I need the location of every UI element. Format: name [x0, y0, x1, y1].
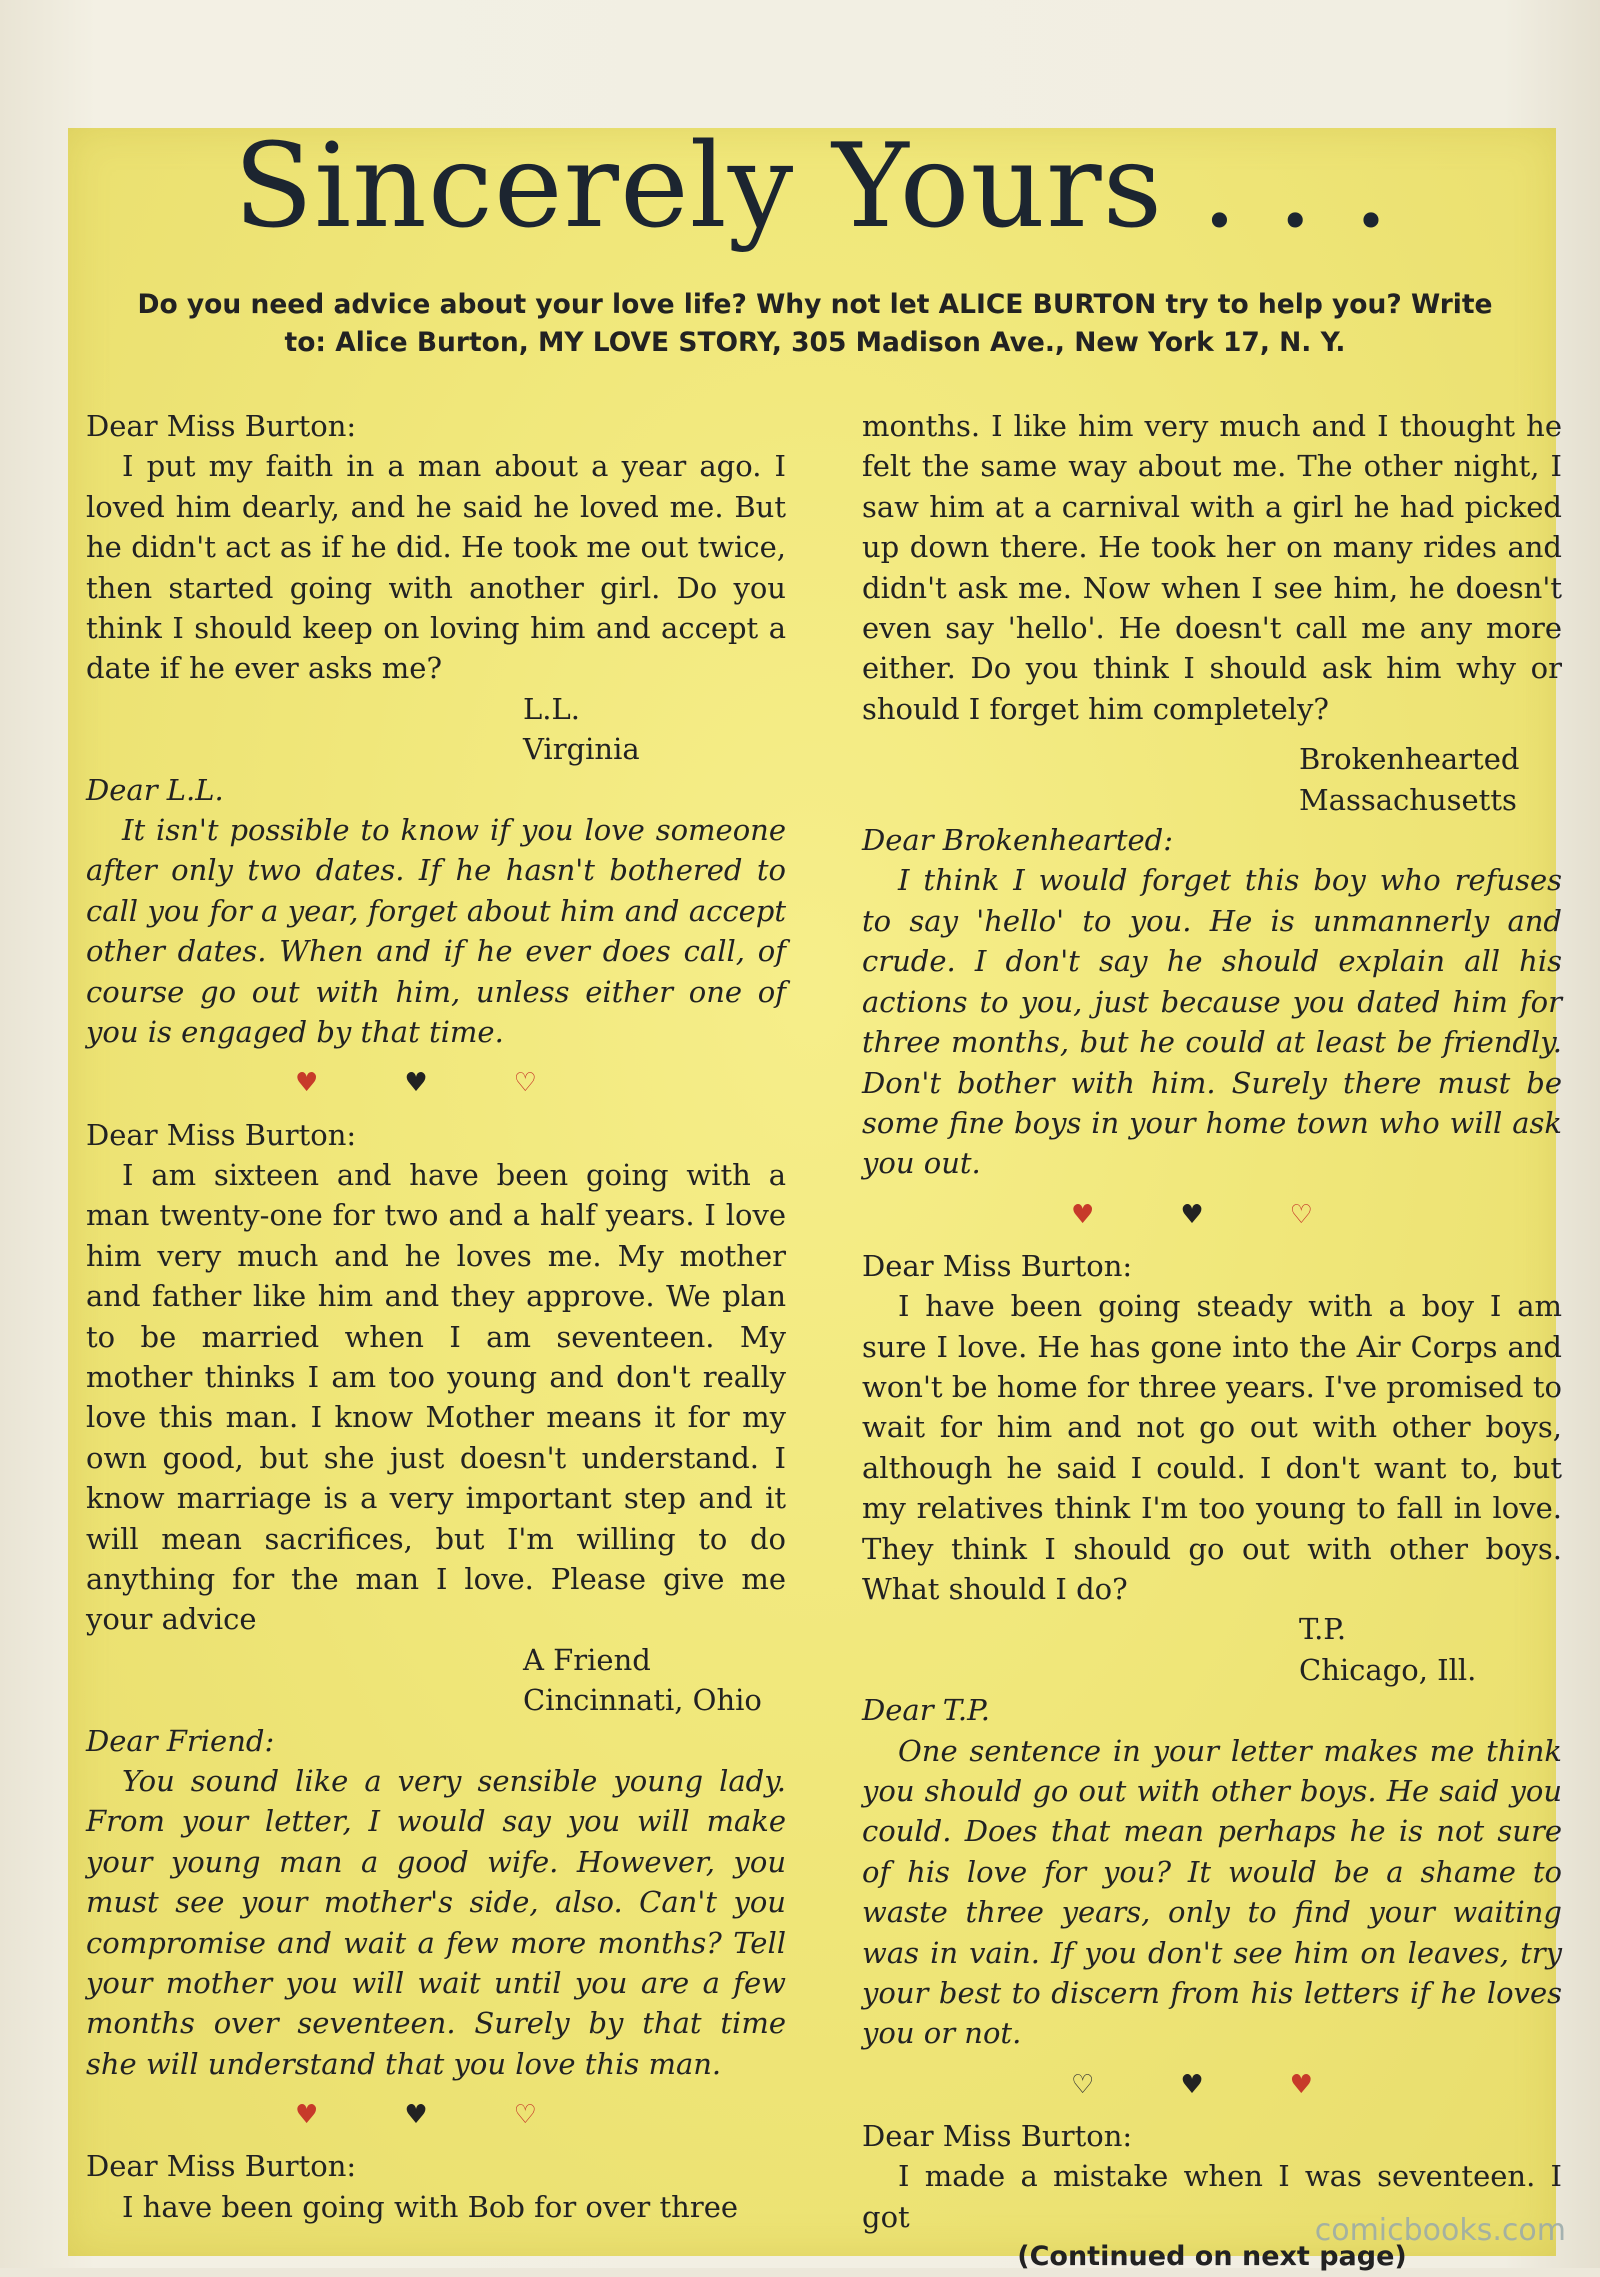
heart-outline-icon: ♡ [1071, 2069, 1095, 2100]
continued-note: (Continued on next page) [1017, 2241, 1407, 2273]
heart-outline-icon: ♡ [1289, 1199, 1313, 1230]
letter-text: I am sixteen and have been going with a man twenty-one for two and a half years. I love him very much and he loves me. My mother and father like him and they approve. We plan to be married when I am seventeen. My mother thinks I am too young and don't really love this man. I know Mother means it for my own good, but she just doesn't understand. I know marriage is a very important step and it will mean sacrifices, but I'm willing to do anything for the man I love. Please give me your advice [86, 1157, 786, 1637]
reply-salutation: Dear T.P. [862, 1693, 990, 1728]
intro-line-1: Do you need advice about your love life? Why not let ALICE BURTON try to help you? Write [137, 289, 1493, 320]
signature-name: Brokenhearted [1299, 742, 1520, 777]
signature-place: Chicago, Ill. [1299, 1652, 1477, 1687]
watermark: comicbooks.com [1314, 2213, 1566, 2248]
heart-red-icon: ♥ [1071, 1199, 1095, 1230]
heart-outline-icon: ♡ [513, 1068, 537, 1099]
signature-name: T.P. [1299, 1612, 1347, 1647]
signature-place: Cincinnati, Ohio [523, 1683, 762, 1718]
letter-salutation: Dear Miss Burton: [86, 2149, 357, 2184]
intro-text [80, 286, 1550, 362]
letter-salutation: Dear Miss Burton: [86, 1117, 357, 1152]
heart-black-icon: ♥ [404, 2100, 428, 2131]
letter-text: I made a mistake when I was seventeen. I got [862, 2159, 1562, 2234]
page-title: Sincerely Yours . . . [233, 119, 1391, 254]
reply-text: I think I would forget this boy who refuses to say 'hello' to you. He is unmannerly and crude. I don't say he should explain all his actions to you, just because you dated him for three months, but he could at least be friendly. Don't bother with him. Surely there must be some fine boys in your home town who will ask you out. [862, 863, 1562, 1181]
heart-black-icon: ♥ [1180, 1199, 1204, 1230]
letter-text: I have been going with Bob for over three [122, 2189, 739, 2224]
intro-line-2: to: Alice Burton, MY LOVE STORY, 305 Madison Ave., New York 17, N. Y. [284, 327, 1346, 358]
signature-name: L.L. [523, 691, 580, 726]
reply-text: One sentence in your letter makes me think you should go out with other boys. He said you could. Does that mean perhaps he is not sure of his love for you? It would be a shame to waste three years, only to find your waiting was in vain. If you don't see him on leaves, try your best to discern from his letters if he loves you or not. [862, 1733, 1562, 2051]
heart-black-icon: ♥ [404, 1068, 428, 1099]
reply-salutation: Dear Brokenhearted: [862, 823, 1173, 858]
heart-red-icon: ♥ [295, 1068, 319, 1099]
heart-separator [86, 2084, 786, 2146]
heart-outline-icon: ♡ [513, 2100, 537, 2131]
reply-text: It isn't possible to know if you love someone after only two dates. If he hasn't bothered to call you for a year, forget about him and accept other dates. When and if he ever does call, of course go out with him, unless either one of you is engaged by that time. [86, 813, 786, 1050]
heart-red-icon: ♥ [1289, 2069, 1313, 2100]
reply-salutation: Dear Friend: [86, 1723, 275, 1758]
left-column [86, 406, 786, 2227]
heart-separator [86, 1053, 786, 1115]
signature-name: A Friend [523, 1642, 651, 1677]
letter-text: months. I like him very much and I thought he felt the same way about me. The other night, I saw him at a carnival with a girl he had picked up down there. He took her on many rides and didn't ask me. Now when I see him, he doesn't even say 'hello'. He doesn't call me any more either. Do you think I should ask him why or should I forget him completely? [862, 409, 1562, 726]
letter-salutation: Dear Miss Burton: [862, 2118, 1133, 2153]
letter-salutation: Dear Miss Burton: [86, 409, 357, 443]
reply-text: You sound like a very sensible young lady. From your letter, I would say you will make your young man a good wife. However, you must see your mother's side, also. Can't you compromise and wait a few more months? Tell your mother you will wait until you are a few months over seventeen. Surely by that time she will understand that you love this man. [86, 1764, 786, 2081]
heart-separator [862, 2054, 1562, 2116]
heart-red-icon: ♥ [295, 2100, 319, 2131]
signature-place: Massachusetts [1299, 782, 1517, 817]
reply-salutation: Dear L.L. [86, 772, 224, 807]
letter-salutation: Dear Miss Burton: [862, 1248, 1133, 1283]
right-column [862, 406, 1562, 2277]
letter-text: I have been going steady with a boy I am sure I love. He has gone into the Air Corps and won't be home for three years. I've promised to wait for him and not go out with other boys, although he said I could. I don't want to, but my relatives think I'm too young to fall in love. They think I should go out with other boys. What should I do? [862, 1289, 1562, 1606]
heart-black-icon: ♥ [1180, 2069, 1204, 2100]
signature-place: Virginia [523, 732, 640, 767]
heart-separator [862, 1184, 1562, 1246]
letter-text: I put my faith in a man about a year ago. I loved him dearly, and he said he loved me. But he didn't act as if he did. He took me out twice, then started going with another girl. Do you think I should keep on loving him and accept a date if he ever asks me? [86, 449, 786, 686]
